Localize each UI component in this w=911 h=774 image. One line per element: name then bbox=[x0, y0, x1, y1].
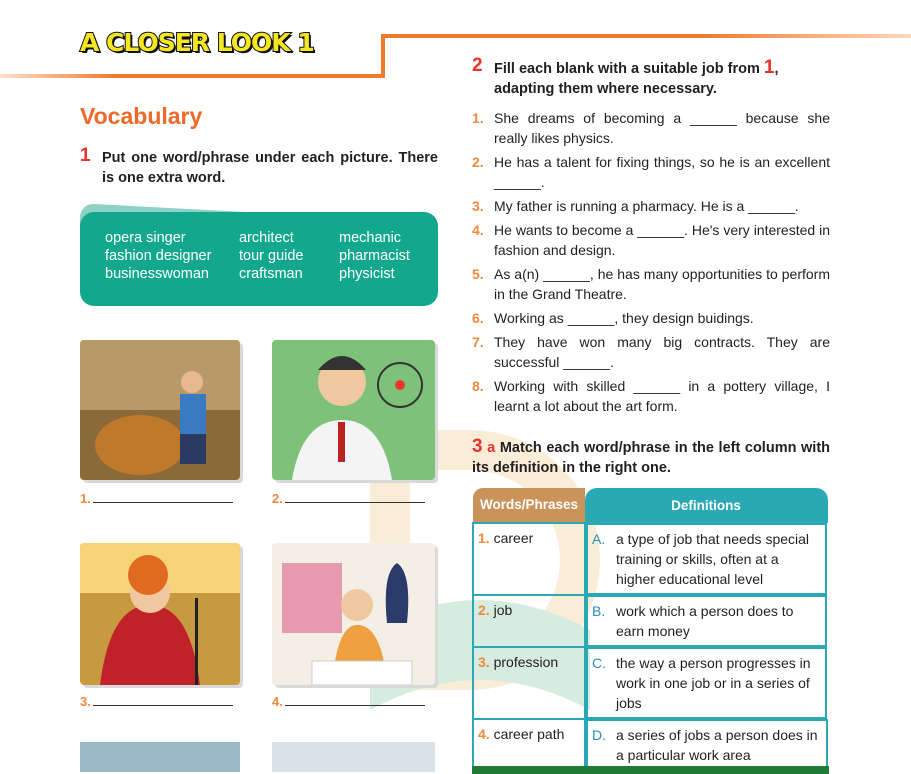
physicist-picture bbox=[272, 340, 435, 480]
definition-letter: B. bbox=[592, 603, 606, 619]
label-number: 1. bbox=[80, 491, 91, 506]
definition-letter: C. bbox=[592, 655, 606, 671]
item-text: Working with skilled ______ in a pottery village, I learnt a lot about the art form. bbox=[494, 378, 830, 414]
word: career bbox=[493, 530, 534, 546]
column-header: Definitions bbox=[585, 488, 828, 523]
row-number: 1. bbox=[478, 530, 490, 546]
exercise-3-instruction bbox=[472, 437, 830, 478]
definition-cell bbox=[586, 595, 827, 647]
exercise-number: 1 bbox=[80, 145, 91, 166]
row-number: 4. bbox=[478, 726, 490, 742]
item-text: He wants to become a ______. He's very interested in fashion and design. bbox=[494, 222, 830, 258]
word-list bbox=[105, 230, 439, 282]
column-header: Words/Phrases bbox=[473, 488, 585, 523]
list-item bbox=[472, 376, 830, 416]
table-row bbox=[473, 523, 828, 595]
definition-cell bbox=[586, 647, 827, 719]
exercise-2-instruction bbox=[472, 55, 830, 99]
instruction-text: Match each word/phrase in the left column with its definition in the right one. bbox=[472, 440, 831, 476]
definition-cell bbox=[586, 719, 828, 771]
item-number: 8. bbox=[472, 378, 484, 394]
item-text: He has a talent for fixing things, so he is an excellent ______. bbox=[494, 154, 830, 190]
exercise-reference: 1 bbox=[763, 57, 775, 78]
answer-blank[interactable] bbox=[285, 502, 425, 503]
instruction-text: adapting them where necessary. bbox=[494, 81, 717, 97]
picture-5-partial bbox=[80, 742, 240, 772]
row-number: 3. bbox=[478, 654, 490, 670]
opera-singer-picture bbox=[80, 543, 240, 685]
word: career path bbox=[493, 726, 565, 742]
word-cell bbox=[473, 719, 585, 771]
item-text: Working as ______, they design buidings. bbox=[494, 310, 754, 326]
word: tour guide bbox=[239, 248, 304, 264]
definition-text: a series of jobs a person does in a particular work area bbox=[616, 727, 818, 763]
word: profession bbox=[493, 654, 559, 670]
exercise-number: 3 bbox=[472, 436, 483, 457]
instruction-text: Put one word/phrase under each picture. There is one extra word. bbox=[102, 150, 438, 186]
definition-text: a type of job that needs special training or skills, often at a higher educational level bbox=[616, 531, 810, 587]
table-row bbox=[473, 647, 828, 719]
picture-label bbox=[80, 491, 233, 506]
exercise-part: a bbox=[487, 440, 496, 456]
word: opera singer bbox=[105, 230, 186, 246]
item-number: 1. bbox=[472, 110, 484, 126]
header-rule bbox=[381, 34, 385, 78]
word: mechanic bbox=[339, 230, 402, 246]
item-number: 7. bbox=[472, 334, 484, 350]
definition-text: work which a person does to earn money bbox=[616, 603, 794, 639]
picture-6-partial bbox=[272, 742, 435, 772]
picture-label bbox=[272, 491, 425, 506]
answer-blank[interactable] bbox=[285, 705, 425, 706]
label-number: 2. bbox=[272, 491, 283, 506]
exercise-2-list bbox=[472, 108, 830, 420]
word: businesswoman bbox=[105, 266, 209, 282]
word-cell bbox=[473, 595, 585, 647]
header-rule bbox=[0, 74, 385, 78]
item-text: As a(n) ______, he has many opportunities to perform in the Grand Theatre. bbox=[494, 266, 830, 302]
word-cell bbox=[473, 523, 585, 595]
exercise-1-instruction bbox=[80, 145, 438, 188]
table-row bbox=[473, 595, 828, 647]
list-item bbox=[472, 220, 830, 260]
word: physicist bbox=[339, 266, 395, 282]
row-number: 2. bbox=[478, 602, 490, 618]
list-item bbox=[472, 308, 830, 328]
fashion-designer-picture bbox=[272, 543, 435, 685]
item-number: 6. bbox=[472, 310, 484, 326]
picture-label bbox=[272, 694, 425, 709]
item-text: My father is running a pharmacy. He is a ______. bbox=[494, 198, 799, 214]
word: fashion designer bbox=[105, 248, 212, 264]
definition-text: the way a person progresses in work in one job or in a series of jobs bbox=[616, 655, 811, 711]
label-number: 4. bbox=[272, 694, 283, 709]
craftsman-picture bbox=[80, 340, 240, 480]
answer-blank[interactable] bbox=[93, 502, 233, 503]
word-cell bbox=[473, 647, 585, 719]
table-row bbox=[473, 719, 828, 771]
list-item bbox=[472, 152, 830, 192]
exercise-number: 2 bbox=[472, 55, 483, 76]
instruction-text: , bbox=[774, 61, 779, 77]
list-item bbox=[472, 196, 830, 216]
definition-letter: D. bbox=[592, 727, 606, 743]
instruction-text: Fill each blank with a suitable job from bbox=[494, 61, 760, 77]
item-number: 4. bbox=[472, 222, 484, 238]
item-number: 2. bbox=[472, 154, 484, 170]
list-item bbox=[472, 264, 830, 304]
definition-cell bbox=[586, 523, 827, 595]
list-item bbox=[472, 108, 830, 148]
word: job bbox=[493, 602, 513, 618]
picture-label bbox=[80, 694, 233, 709]
list-item bbox=[472, 332, 830, 372]
item-number: 3. bbox=[472, 198, 484, 214]
label-number: 3. bbox=[80, 694, 91, 709]
header-rule bbox=[381, 34, 911, 38]
matching-table bbox=[472, 488, 829, 772]
item-text: She dreams of becoming a ______ because she really likes physics. bbox=[494, 110, 830, 146]
item-number: 5. bbox=[472, 266, 484, 282]
word: pharmacist bbox=[339, 248, 410, 264]
answer-blank[interactable] bbox=[93, 705, 233, 706]
item-text: They have won many big contracts. They are successful ______. bbox=[494, 334, 830, 370]
page-title: A CLOSER LOOK 1 bbox=[80, 28, 314, 57]
green-banner bbox=[472, 766, 829, 774]
word: craftsman bbox=[239, 266, 303, 282]
section-heading: Vocabulary bbox=[80, 103, 203, 129]
word: architect bbox=[239, 230, 294, 246]
definition-letter: A. bbox=[592, 531, 606, 547]
